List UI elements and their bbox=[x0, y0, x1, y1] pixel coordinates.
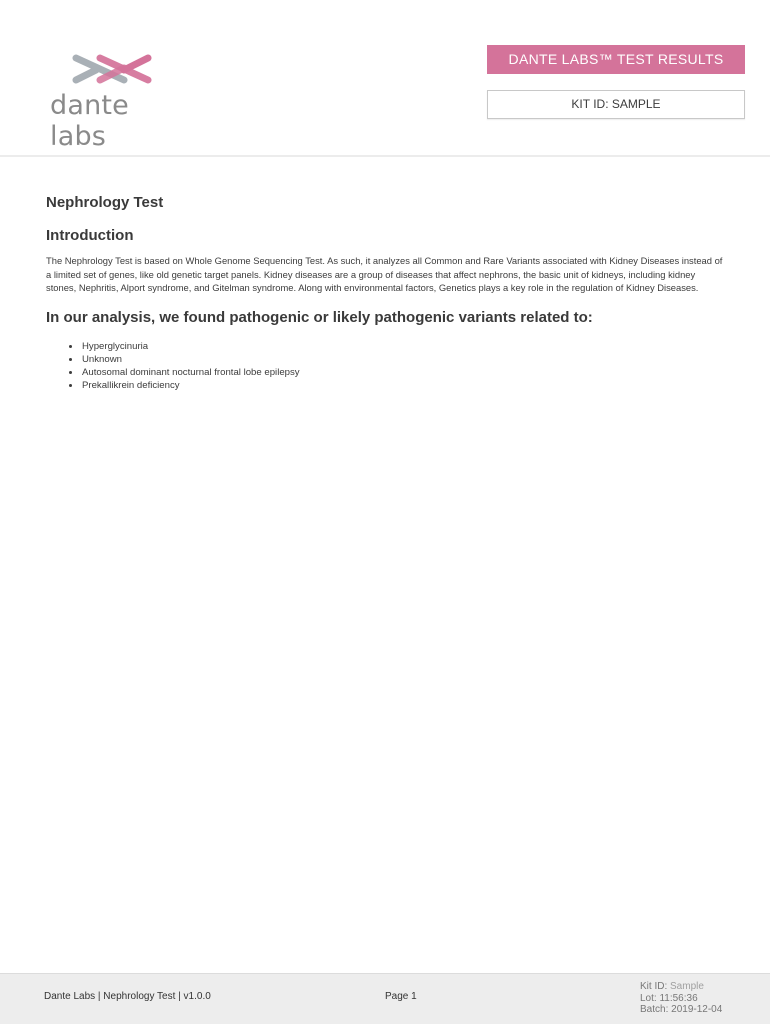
list-item: Prekallikrein deficiency bbox=[82, 379, 726, 392]
findings-heading: In our analysis, we found pathogenic or likely pathogenic variants related to: bbox=[46, 308, 593, 326]
logo-text: dante labs bbox=[50, 90, 129, 152]
intro-paragraph: The Nephrology Test is based on Whole Genome Sequencing Test. As such, it analyzes all Common and Rare Variants associated with Kidney Diseases instead of a limited set of genes, like old genetic target panels. Kidney diseases are a group of diseases that affect nephrons, the basic unit of kidneys, including kidney stones, Nephritis, Alport syndrome, and Gitelman syndrome. Along with environmental factors, Genetics plays a key role in the regulation of Kidney Diseases. bbox=[46, 255, 723, 293]
page-number: Page 1 bbox=[385, 991, 417, 1002]
report-header bbox=[0, 0, 770, 157]
kit-id-box: KIT ID: SAMPLE bbox=[487, 90, 745, 119]
findings-list bbox=[46, 340, 726, 392]
footer-document-info: Dante Labs | Nephrology Test | v1.0.0 bbox=[44, 991, 211, 1002]
footer-batch: Batch: 2019-12-04 bbox=[640, 1004, 723, 1015]
dna-cross-icon bbox=[72, 54, 152, 84]
footer-batch-info bbox=[640, 981, 722, 1016]
page-title: Nephrology Test bbox=[46, 194, 164, 211]
report-footer bbox=[0, 973, 770, 1024]
footer-lot: Lot: 11:56:36 bbox=[640, 992, 698, 1004]
section-heading-introduction: Introduction bbox=[46, 227, 134, 244]
test-results-badge: DANTE LABS™ TEST RESULTS bbox=[487, 45, 745, 74]
footer-kit-id bbox=[640, 981, 722, 993]
dante-labs-logo bbox=[48, 54, 188, 152]
footer-kit-value: Sample bbox=[670, 981, 704, 992]
list-item: Autosomal dominant nocturnal frontal lobe epilepsy bbox=[82, 366, 726, 379]
footer-kit-label: Kit ID: bbox=[640, 981, 668, 992]
report-content bbox=[46, 192, 726, 392]
list-item: Hyperglycinuria bbox=[82, 340, 726, 353]
list-item: Unknown bbox=[82, 353, 726, 366]
